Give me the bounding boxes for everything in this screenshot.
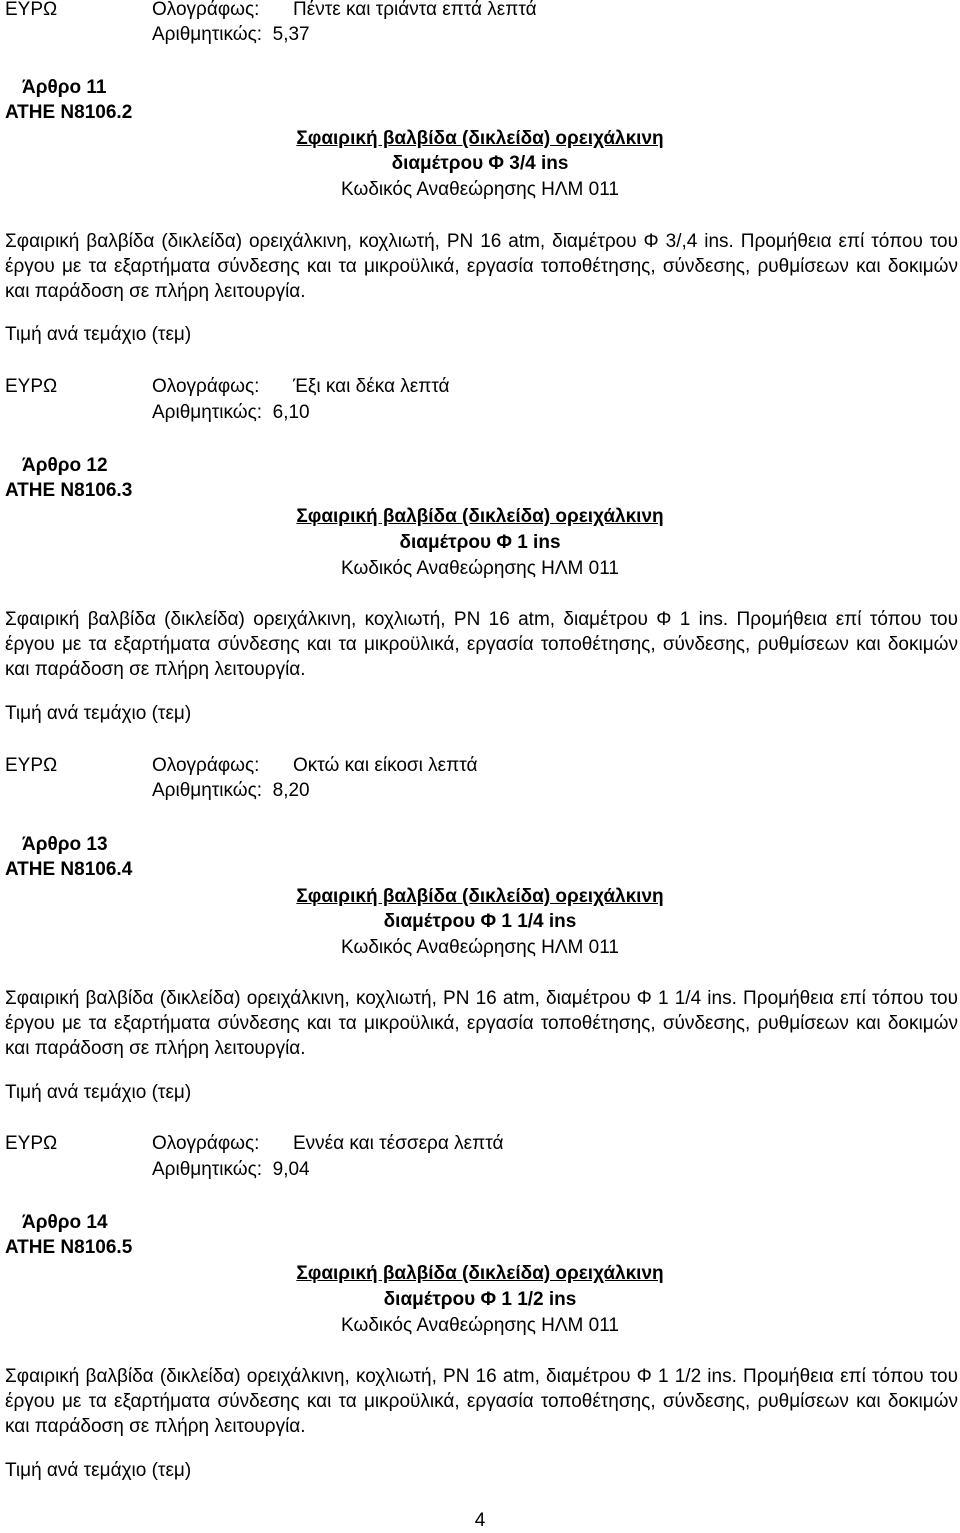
top-currency: ΕΥΡΩ [5, 0, 58, 20]
top-words: Πέντε και τριάντα επτά λεπτά [293, 0, 537, 20]
top-numeric [152, 22, 310, 47]
page-number: 4 [474, 1510, 486, 1531]
article-11-words-label: Ολογράφως: [152, 376, 260, 397]
top-numeric-label: Αριθμητικώς: [152, 24, 263, 45]
article-13-revision: Κωδικός Αναθεώρησης ΗΛΜ 011 [341, 937, 619, 958]
article-13-words: Εννέα και τέσσερα λεπτά [293, 1133, 504, 1154]
article-13-heading: Άρθρο 13 [22, 834, 108, 855]
article-13-description: Σφαιρική βαλβίδα (δικλείδα) ορειχάλκινη, κοχλιωτή, PN 16 atm, διαμέτρου Φ 1 1/4 ins. Προμήθεια επί τόπου του έργου με τα εξαρτήματα σύνδεσης και τα μικροϋλικά, εργασία τοποθέτησης, σύνδεσης, ρυθμίσεων και δοκιμών και παράδοση σε πλήρη λειτουργία. [5, 988, 958, 1059]
article-12-subtitle: διαμέτρου Φ 1 ins [399, 532, 561, 553]
article-11-revision: Κωδικός Αναθεώρησης ΗΛΜ 011 [341, 179, 619, 200]
article-11-code: ΑΤΗΕ Ν8106.2 [5, 102, 133, 123]
article-12-words-label: Ολογράφως: [152, 755, 260, 776]
article-12-currency: ΕΥΡΩ [5, 755, 58, 776]
article-13-title: Σφαιρική βαλβίδα (δικλείδα) ορειχάλκινη [296, 886, 664, 907]
article-12-revision: Κωδικός Αναθεώρησης ΗΛΜ 011 [341, 558, 619, 579]
article-14-title: Σφαιρική βαλβίδα (δικλείδα) ορειχάλκινη [296, 1263, 664, 1284]
article-12-description: Σφαιρική βαλβίδα (δικλείδα) ορειχάλκινη, κοχλιωτή, PN 16 atm, διαμέτρου Φ 1 ins. Προμήθεια επί τόπου του έργου με τα εξαρτήματα σύνδεσης και τα μικροϋλικά, εργασία τοποθέτησης, σύνδεσης, ρυθμίσεων και δοκιμών και παράδοση σε πλήρη λειτουργία. [5, 609, 958, 680]
article-12-unit-price: Τιμή ανά τεμάχιο (τεμ) [5, 703, 192, 724]
article-14-unit-price: Τιμή ανά τεμάχιο (τεμ) [5, 1460, 192, 1481]
article-11-title: Σφαιρική βαλβίδα (δικλείδα) ορειχάλκινη [296, 128, 664, 149]
article-11-words: Έξι και δέκα λεπτά [293, 376, 450, 397]
article-12-numeric [152, 778, 310, 803]
article-11-currency: ΕΥΡΩ [5, 376, 58, 397]
article-11-numeric [152, 400, 310, 425]
article-14-code: ΑΤΗΕ Ν8106.5 [5, 1237, 133, 1258]
article-13-code: ΑΤΗΕ Ν8106.4 [5, 859, 133, 880]
article-13-numeric-label: Αριθμητικώς: [152, 1159, 263, 1180]
article-13-subtitle: διαμέτρου Φ 1 1/4 ins [383, 911, 577, 932]
article-12-words: Οκτώ και είκοσι λεπτά [293, 755, 478, 776]
article-13-words-label: Ολογράφως: [152, 1133, 260, 1154]
article-12-numeric-value: 8,20 [272, 780, 310, 801]
article-12-code: ΑΤΗΕ Ν8106.3 [5, 480, 133, 501]
article-11-heading: Άρθρο 11 [22, 77, 107, 98]
article-12-heading: Άρθρο 12 [22, 455, 108, 476]
article-11-subtitle: διαμέτρου Φ 3/4 ins [391, 153, 569, 174]
article-14-subtitle: διαμέτρου Φ 1 1/2 ins [383, 1289, 577, 1310]
top-numeric-value: 5,37 [272, 24, 310, 45]
article-12-numeric-label: Αριθμητικώς: [152, 780, 263, 801]
article-13-currency: ΕΥΡΩ [5, 1133, 58, 1154]
article-12-title: Σφαιρική βαλβίδα (δικλείδα) ορειχάλκινη [296, 506, 664, 527]
article-14-revision: Κωδικός Αναθεώρησης ΗΛΜ 011 [341, 1315, 619, 1336]
article-11-numeric-value: 6,10 [272, 402, 310, 423]
article-11-description: Σφαιρική βαλβίδα (δικλείδα) ορειχάλκινη, κοχλιωτή, PN 16 atm, διαμέτρου Φ 3/,4 ins. Προμήθεια επί τόπου του έργου με τα εξαρτήματα σύνδεσης και τα μικροϋλικά, εργασία τοποθέτησης, σύνδεσης, ρυθμίσεων και δοκιμών και παράδοση σε πλήρη λειτουργία. [5, 231, 958, 302]
article-13-numeric [152, 1157, 310, 1182]
article-14-heading: Άρθρο 14 [22, 1212, 108, 1233]
article-11-numeric-label: Αριθμητικώς: [152, 402, 263, 423]
article-13-unit-price: Τιμή ανά τεμάχιο (τεμ) [5, 1082, 192, 1103]
article-14-description: Σφαιρική βαλβίδα (δικλείδα) ορειχάλκινη, κοχλιωτή, PN 16 atm, διαμέτρου Φ 1 1/2 ins. Προμήθεια επί τόπου του έργου με τα εξαρτήματα σύνδεσης και τα μικροϋλικά, εργασία τοποθέτησης, σύνδεσης, ρυθμίσεων και δοκιμών και παράδοση σε πλήρη λειτουργία. [5, 1366, 958, 1437]
article-11-unit-price: Τιμή ανά τεμάχιο (τεμ) [5, 324, 192, 345]
top-words-label: Ολογράφως: [152, 0, 260, 20]
article-13-numeric-value: 9,04 [272, 1159, 310, 1180]
